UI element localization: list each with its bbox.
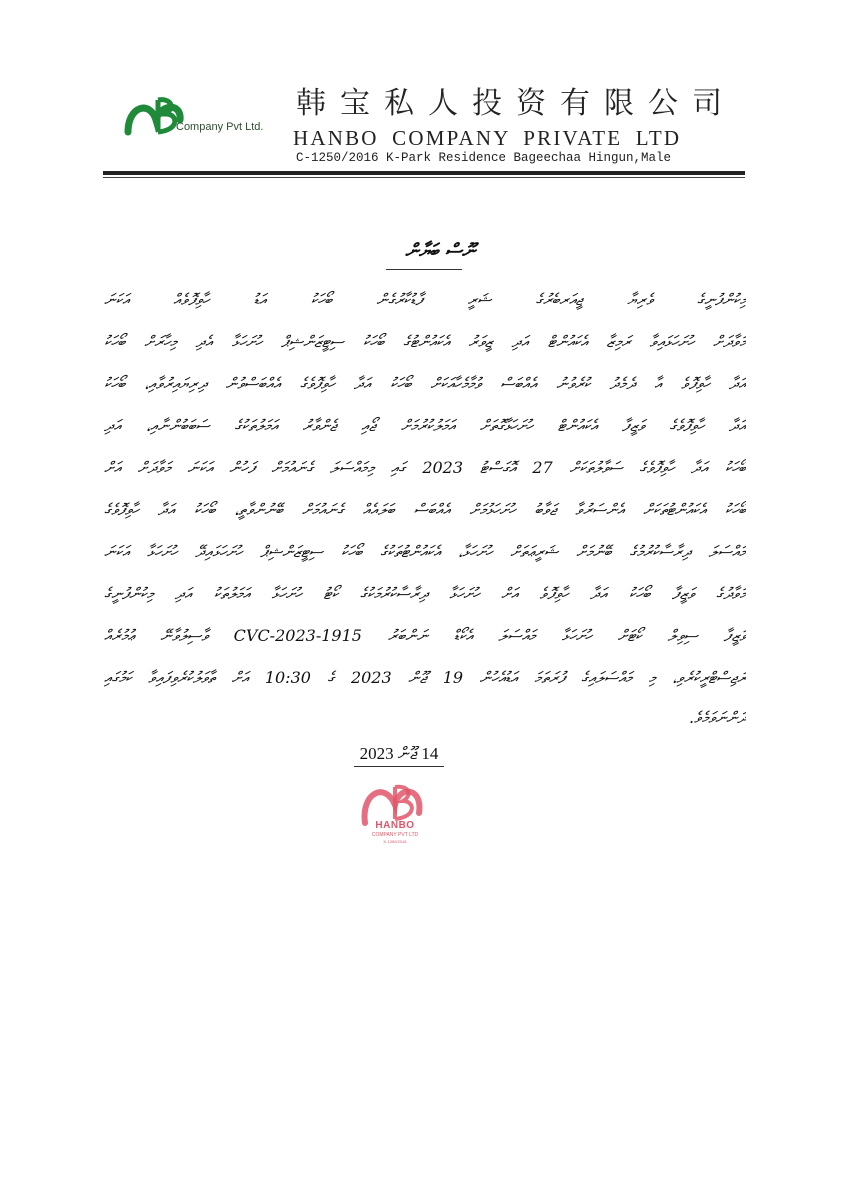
stamp-subtitle: COMPANY PVT LTD (371, 832, 419, 838)
notice-line: ބޯހަކު އެކައުންޓުތަކަށް އެންސަރުވާ ޖަވާބު ހުށަހަޅުމަށް އެއްބަސް ބަލައެއް ގެނައުމަށް ބޭނުންވާތީ، ބޯހަކު އަދާ ހާވިފޮވެގެ (104, 500, 746, 519)
notice-date: 14 ޖޫން 2023 (359, 744, 439, 763)
notice-line: ބޯހަކު އަދާ ހާވިފޮވެގެ ސަވާލުތަކަށް 27 އޮގަސްޓު 2023 ގައި މިމައްސަލަ ގެނައުމަށް ފަހުން އަކަނަ މަވާދަށް އަށް (104, 458, 746, 477)
notice-line: މައްސަލަ ދިރާސާކުރުމުގެ ބޭނުމަށް ޝަރީޢަތަށް ހުށަހަޅާ، އެކައުންޓުތަކުގެ ބޯހަކު ސިޓީޒަންޝިޕް ހުށަހަޅައިދޭ ހުށަހަޅާ އަކަނަ (104, 542, 746, 561)
notice-line: މިކުންފުނީގެ ވެރިޔާ ޖީއަރބެރުގެ ޝަރީ ފާޑުކާރުގެން ބޯހަކު އަޑު ހާވިފޮވެއް އަކަނަ (104, 290, 746, 309)
header-rule-thin (103, 177, 745, 178)
company-name-chinese: 韩宝私人投资有限公司 (296, 86, 736, 121)
notice-line: އަދާ ހާވިފޮވެ އާ ދެމެދު ކުރެވުނު އެއްބަސް ވުމާމެހާއަކަށް ބޯހަކު އަދާ ހާވިފޮވެގެ އެއްބަސްވުން ދިރިޔައިރުވާއި، ބޯހަކު (104, 374, 746, 393)
notice-line: ދަންނަވަމެވެ. (688, 708, 746, 727)
title-underline (386, 269, 462, 270)
logo-caption: Company Pvt Ltd. (176, 121, 264, 133)
stamp-registration: K-1250/2016 (383, 839, 407, 844)
notice-line: ވަޒީފާ ސިވިލް ކޯޓަށް ހުށަހަޅާ މައްސަލަ އެކޯޑް ނަންބަރު 1915-CVC-2023 ވާސިލުވާނޭ ޢުމުރެއް (104, 626, 746, 645)
notice-title: ނޫސް ބަޔާން (405, 240, 475, 262)
header-rule-thick (103, 171, 745, 175)
notice-line: މަވާދަށް ހުށަހަޅައިވާ ރަމިޒާ އެކައުންޓް އަދި ޒީވަރު އެކައުންޓުގެ ބޯހަކު ސިޓީޒަންޝިޕް ހުށަހަޅާ އެދި މިހާރަށް ބޯހަކު (104, 332, 746, 351)
notice-line: އަދާ ހާވިފޮވެގެ ވަޒީފާ އެކައުންޓް ހުށަހަޅާގޮތަށް އަމަލުކުރުމަށް ޖޯއި ޖެންވާރު އަމަލުތަކުގެ ސަބަބުންނާއި، އަދި (104, 416, 746, 435)
company-address: C-1250/2016 K-Park Residence Bageechaa Hingun,Male (296, 151, 672, 165)
notice-line: މަވާދުގެ ވަޒީފާ ބޯހަކު އަދާ ހާވިފޮވެ އަށް ހުށަހަޅާ ދިރާސާކުރުމަކުގެ ކޯޓު ހުށަހަޅާ އަމަލުތަކު އަދި މިކުންފުނީގެ (104, 584, 746, 603)
company-name-english: HANBO COMPANY PRIVATE LTD (293, 126, 682, 150)
stamp-name: HANBO (375, 820, 415, 831)
date-underline (354, 766, 444, 767)
notice-line: ރަޖިސްޓްރީކުރެވި، މި މައްސަލައިގެ ފުރަތަމަ އަޑުއެހުން 19 ޖޫން 2023 ގެ 10:30 އަށް ތާވަލުކުރެވިފައިވާ ކަމުގައި (104, 668, 746, 687)
